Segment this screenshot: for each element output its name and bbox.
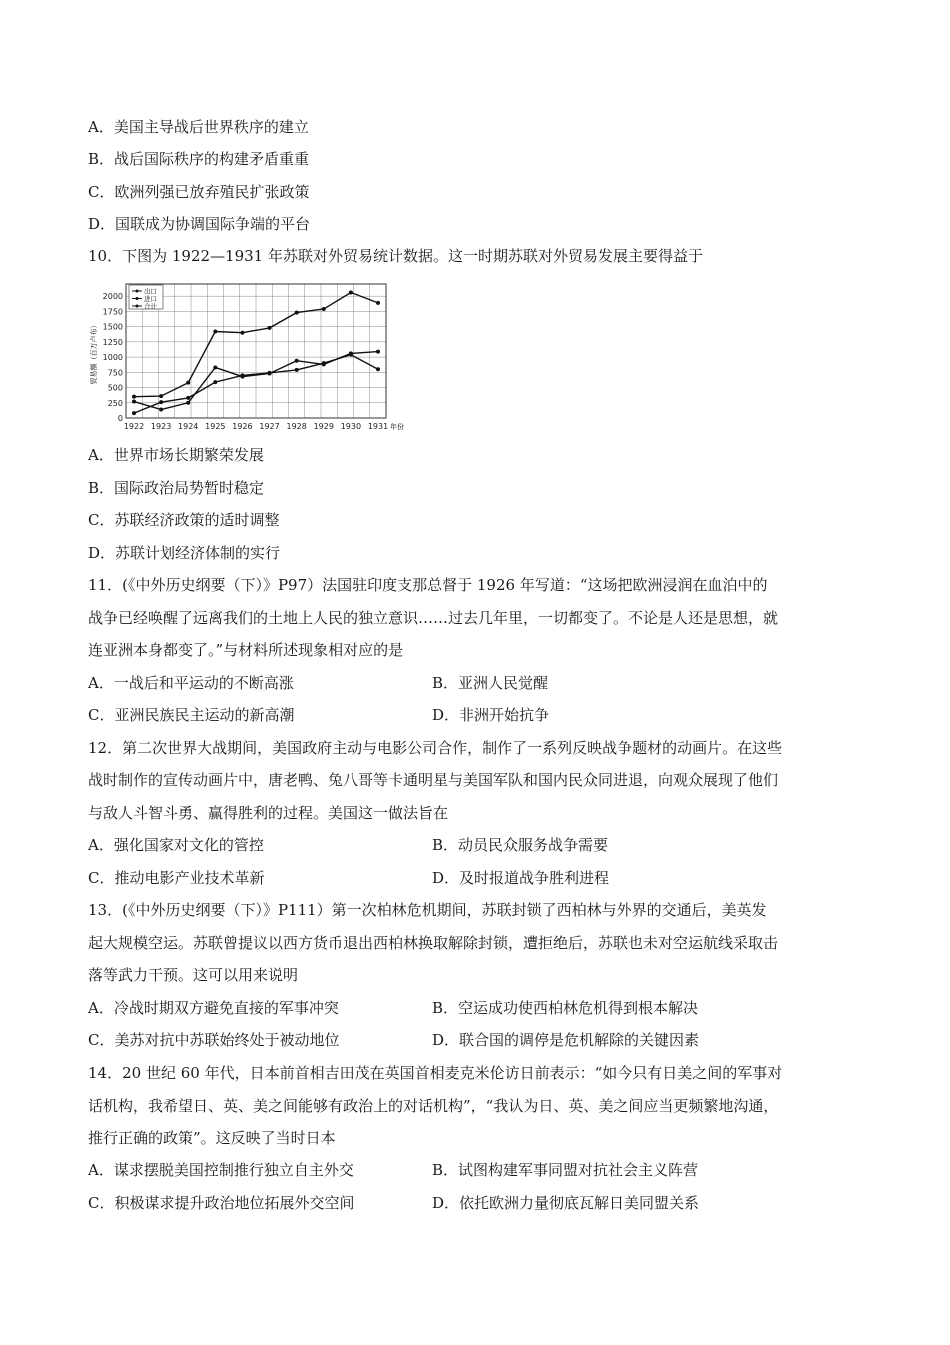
q12-stem-line-1: 12．第二次世界大战期间，美国政府主动与电影公司合作，制作了一系列反映战争题材的动画片。在这些 xyxy=(88,739,783,757)
chart-point-2-8 xyxy=(349,291,353,295)
chart-y-axis-label: 贸易额（百万卢布） xyxy=(90,321,98,385)
chart-y-tick-label: 0 xyxy=(117,414,123,423)
chart-legend-marker xyxy=(136,290,139,293)
chart-point-1-2 xyxy=(186,401,190,405)
q9-option-c: C．欧洲列强已放弃殖民扩张政策 xyxy=(88,183,310,201)
chart-x-tick-label: 1925 xyxy=(205,422,226,431)
chart-point-1-6 xyxy=(295,359,299,363)
chart-legend-label: 合计 xyxy=(144,302,157,311)
q12-option-b: B．动员民众服务战争需要 xyxy=(432,836,609,854)
chart-point-1-9 xyxy=(376,350,380,354)
chart-point-0-2 xyxy=(186,396,190,400)
q11-stem-line-2: 战争已经唤醒了远离我们的土地上人民的独立意识……过去几年里，一切都变了。不论是人还是思想，就 xyxy=(88,609,779,627)
chart-x-tick-label: 1924 xyxy=(178,422,199,431)
chart-point-1-0 xyxy=(132,400,136,404)
chart-point-1-7 xyxy=(322,362,326,366)
q10-option-d: D．苏联计划经济体制的实行 xyxy=(88,544,281,562)
q14-option-c: C．积极谋求提升政治地位拓展外交空间 xyxy=(88,1194,355,1212)
q13-option-a: A．冷战时期双方避免直接的军事冲突 xyxy=(88,999,339,1017)
chart-y-ticks xyxy=(103,292,123,423)
chart-x-tick-label: 1926 xyxy=(232,422,253,431)
q13-stem-line-2: 起大规模空运。苏联曾提议以西方货币退出西柏林换取解除封锁，遭拒绝后，苏联也未对空运航线采取击 xyxy=(88,934,779,952)
q11-option-b: B．亚洲人民觉醒 xyxy=(432,674,549,692)
chart-point-2-5 xyxy=(268,326,272,330)
chart-point-1-3 xyxy=(213,365,217,369)
chart-x-tick-label: 1931 xyxy=(367,422,389,431)
chart-point-2-0 xyxy=(132,395,136,399)
q13-option-d: D．联合国的调停是危机解除的关键因素 xyxy=(432,1031,700,1049)
q9-option-b: B．战后国际秩序的构建矛盾重重 xyxy=(88,150,310,168)
chart-point-1-4 xyxy=(240,375,244,379)
q12-stem-line-3: 与敌人斗智斗勇、赢得胜利的过程。美国这一做法旨在 xyxy=(88,804,449,822)
q10-option-a: A．世界市场长期繁荣发展 xyxy=(88,446,264,464)
q10-option-c: C．苏联经济政策的适时调整 xyxy=(88,511,280,529)
chart-point-0-6 xyxy=(295,368,299,372)
chart-y-tick-label: 1500 xyxy=(102,322,123,332)
chart-point-0-9 xyxy=(376,367,380,371)
q12-stem-line-2: 战时制作的宣传动画片中，唐老鸭、兔八哥等卡通明星与美国军队和国内民众同进退，向观众展现了他们 xyxy=(88,771,779,789)
chart-x-tick-label: 1927 xyxy=(259,422,280,431)
chart-point-1-8 xyxy=(349,351,353,355)
chart-point-0-0 xyxy=(132,411,136,415)
chart-y-tick-label: 250 xyxy=(107,398,123,408)
chart-y-tick-label: 2000 xyxy=(102,292,123,302)
q11-option-d: D．非洲开始抗争 xyxy=(432,706,550,724)
chart-point-0-1 xyxy=(159,400,163,404)
q14-option-b: B．试图构建军事同盟对抗社会主义阵营 xyxy=(432,1161,699,1179)
q13-stem-line-3: 落等武力干预。这可以用来说明 xyxy=(88,966,299,984)
chart-y-tick-label: 1250 xyxy=(102,337,123,347)
chart-x-ticks xyxy=(124,422,388,431)
q13-option-c: C．美苏对抗中苏联始终处于被动地位 xyxy=(88,1031,340,1049)
q11-stem-line-3: 连亚洲本身都变了。”与材料所述现象相对应的是 xyxy=(88,641,404,659)
q9-option-a: A．美国主导战后世界秩序的建立 xyxy=(88,118,309,136)
chart-point-2-4 xyxy=(240,331,244,335)
chart-point-2-7 xyxy=(322,307,326,311)
chart-x-tick-label: 1930 xyxy=(340,422,362,431)
q14-option-a: A．谋求摆脱美国控制推行独立自主外交 xyxy=(88,1161,354,1179)
q13-stem-line-1: 13．(《中外历史纲要（下）》P111）第一次柏林危机期间，苏联封锁了西柏林与外界的交通后，美英发 xyxy=(88,901,767,919)
q14-stem-line-1: 14．20 世纪 60 年代，日本前首相吉田茂在英国首相麦克米伦访日前表示：“如今只有日美之间的军事对 xyxy=(88,1064,783,1082)
q11-option-a: A．一战后和平运动的不断高涨 xyxy=(88,674,294,692)
chart-legend-marker xyxy=(136,297,139,300)
q14-option-d: D．依托欧洲力量彻底瓦解日美同盟关系 xyxy=(432,1194,700,1212)
chart-x-tick-label: 1928 xyxy=(286,422,307,431)
chart-legend-label: 进口 xyxy=(144,295,157,303)
q10-stem: 10．下图为 1922—1931 年苏联对外贸易统计数据。这一时期苏联对外贸易发展主要得益于 xyxy=(88,247,703,265)
q11-stem-line-1: 11．(《中外历史纲要（下）》P97）法国驻印度支那总督于 1926 年写道：“这场把欧洲浸润在血泊中的 xyxy=(88,576,768,594)
q14-stem-line-2: 话机构，我希望日、英、美之间能够有政治上的对话机构”，“我认为日、英、美之间应当更频繁地沟通， xyxy=(88,1097,779,1115)
chart-point-2-2 xyxy=(186,381,190,385)
chart-point-2-1 xyxy=(159,394,163,398)
chart-legend-label: 出口 xyxy=(144,287,157,296)
chart-x-tick-label: 1929 xyxy=(313,422,334,431)
chart-point-2-3 xyxy=(213,330,217,334)
q12-option-a: A．强化国家对文化的管控 xyxy=(88,836,264,854)
q12-option-c: C．推动电影产业技术革新 xyxy=(88,869,265,887)
chart-point-2-6 xyxy=(295,311,299,315)
q14-stem-line-3: 推行正确的政策”。这反映了当时日本 xyxy=(88,1129,336,1147)
chart-y-tick-label: 500 xyxy=(107,383,123,393)
chart-point-0-3 xyxy=(213,380,217,384)
trade-line-chart xyxy=(86,278,406,438)
chart-x-tick-label: 1923 xyxy=(150,422,172,431)
chart-grid xyxy=(126,284,386,418)
chart-x-axis-label: 年份 xyxy=(390,423,404,431)
chart-x-tick-label: 1922 xyxy=(123,422,145,431)
chart-point-2-9 xyxy=(376,301,380,305)
chart-point-1-5 xyxy=(268,372,272,376)
q11-option-c: C．亚洲民族民主运动的新高潮 xyxy=(88,706,295,724)
q10-option-b: B．国际政治局势暂时稳定 xyxy=(88,479,265,497)
chart-point-1-1 xyxy=(159,407,163,411)
q13-option-b: B．空运成功使西柏林危机得到根本解决 xyxy=(432,999,699,1017)
q9-option-d: D．国联成为协调国际争端的平台 xyxy=(88,215,311,233)
chart-y-tick-label: 1750 xyxy=(102,307,123,317)
chart-y-tick-label: 1000 xyxy=(102,353,123,363)
chart-y-tick-label: 750 xyxy=(107,368,123,378)
chart-legend xyxy=(129,285,163,311)
chart-legend-marker xyxy=(136,305,139,308)
q12-option-d: D．及时报道战争胜利进程 xyxy=(432,869,610,887)
